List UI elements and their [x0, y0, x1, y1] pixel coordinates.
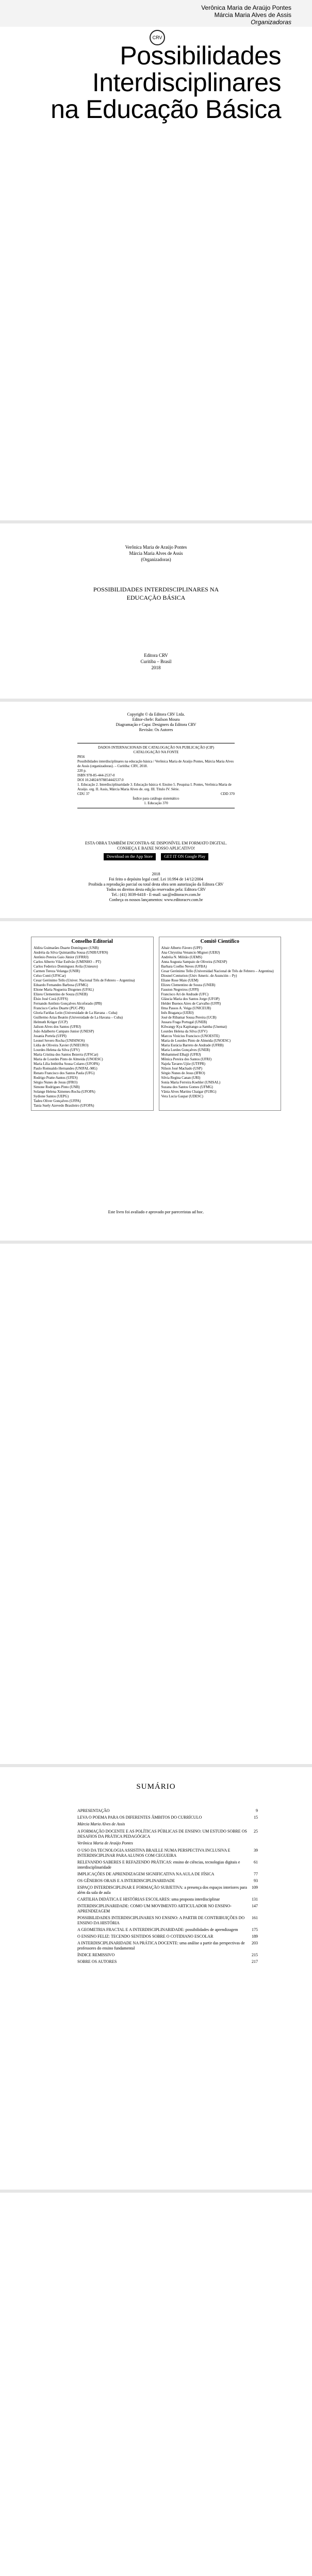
cover-title [51, 42, 281, 123]
summary-item[interactable] [77, 1953, 258, 1958]
council-member: Ana Chrystina Venancio Mignot (UERJ) [161, 951, 220, 955]
council-member: Helder Buenos Aires de Carvalho (UFPI) [161, 1002, 221, 1006]
cover-title-line-2: Interdisciplinares [92, 68, 281, 97]
council-member: Gloria Fariñas León (Universidade de La Havana – Cuba) [34, 1011, 118, 1015]
summary-item-title: A FORMAÇÃO DOCENTE E AS POLÍTICAS PÚBLICAS DE ENSINO: UM ESTUDO SOBRE OS DESAFIOS DA PRÁTICA PEDAGÓGICA [77, 1829, 247, 1839]
editorial-council-list [34, 946, 151, 1108]
council-member: Mônica Pereira dos Santos (UFRJ) [161, 1057, 212, 1061]
app-store-badge[interactable]: Download on the App Store [104, 853, 156, 860]
summary-item-title: OS GÊNEROS ORAIS E A INTERDISCIPLINARIDADE [77, 1878, 175, 1883]
council-member: Mohammed Elhajji (UFRJ) [161, 1053, 201, 1057]
summary-item-title: SOBRE OS AUTORES [77, 1959, 117, 1964]
google-play-badge[interactable]: GET IT ON Google Play [161, 853, 208, 860]
council-member: Eliane Rose Maio (UEM) [161, 978, 199, 982]
summary-heading: SUMÁRIO [136, 1783, 176, 1791]
summary-item-title: A INTERDISCIPLINARIDADE NA PRÁTICA DOCENTE: uma análise a partir das perspectivas de professores do ensino fundamental [77, 1941, 245, 1951]
summary-item-authors: Verônica Maria de Araújo Pontes [77, 1841, 133, 1845]
prohibited-notice: Proibida a reprodução parcial ou total desta obra sem autorização da Editora CRV [88, 882, 224, 887]
imprint-year: 2018 [151, 665, 161, 670]
council-member: Barbara Coelho Neves (UFBA) [161, 964, 207, 969]
council-member: Solange Helena Ximenes-Rocha (UFOPA) [34, 1090, 95, 1094]
summary-item[interactable] [77, 1848, 258, 1858]
publisher-site[interactable]: Conheça os nossos lançamentos: www.editoracrv.com.br [109, 897, 203, 902]
council-member: Leonel Severo Rocha (UNISINOS) [34, 1039, 85, 1043]
app-label: CONHEÇA E BAIXE NOSSO APLICATIVO! [117, 846, 195, 851]
cip-classes [77, 792, 235, 796]
summary-item[interactable] [77, 1829, 258, 1839]
summary-item[interactable] [77, 1916, 258, 1926]
council-member: Élsio José Corá (UFFS) [34, 997, 68, 1001]
title-editor-1: Verônica Maria de Araújo Pontes [125, 545, 187, 550]
cip-header: DADOS INTERNACIONAIS DE CATALOGAÇÃO NA PUBLICAÇÃO (CIP) [98, 745, 214, 750]
summary-item-title: IMPLICAÇÕES DE APRENDIZAGEM SIGNIFICATIVA NA AULA DE FÍSICA [77, 1872, 215, 1876]
council-member: Andréia da Silva Quintanilha Sousa (UNIR/UFRN) [34, 951, 108, 955]
council-member: Sonia Maria Ferreira Koehler (UNISAL) [161, 1080, 221, 1084]
council-member: Paulo Romualdo Hernandes (UNIFAL-MG) [34, 1066, 97, 1071]
council-member: Jailson Alves dos Santos (UFRJ) [34, 1025, 81, 1029]
cip-cdd: CDD 370 [220, 792, 235, 796]
cip-pages: 220 p. [77, 769, 87, 773]
council-member: Sérgio Nunes de Jesus (IFRO) [34, 1080, 78, 1084]
council-member: Sérgio Nunes de Jesus (IFRO) [161, 1071, 205, 1075]
cip-subjects: 1. Educação 2. Interdisciplinaridade 3. Educação básica 4. Ensino 5. Pesquisa I. Pontes, Verônica Maria de Araújo. org. II. Assis, Márcia Maria Alves de. org. III. Título IV. Série. [77, 783, 232, 791]
summary-item[interactable] [77, 1934, 258, 1939]
publisher-logo-icon: CRV [150, 30, 165, 45]
council-member: Aldira Guimarães Duarte Domínguez (UNB) [34, 946, 99, 950]
council-member: Elizeu Clementino de Souza (UNEB) [161, 983, 216, 987]
council-member: Rodrigo Pratte-Santos (UFES) [34, 1076, 78, 1080]
summary-item-title: O ENSINO FELIZ: TECENDO SENTIDOS SOBRE O COTIDIANO ESCOLAR [77, 1934, 214, 1939]
council-member: Celso Conti (UFSCar) [34, 974, 66, 978]
summary-item-page: 215 [252, 1953, 258, 1957]
editorial-council-title: Conselho Editorial [71, 939, 113, 944]
summary-item-title: ESPAÇO INTERDISCIPLINAR E FORMAÇÃO SUBJETIVA: a presença dos espaços interiores para além da sala de aula [77, 1885, 247, 1895]
council-member: Suzana dos Santos Gomes (UFMG) [161, 1085, 213, 1089]
council-member: Lídia de Oliveira Xavier (UNIEURO) [34, 1043, 89, 1047]
council-member: Fauston Negreiros (UFPI) [161, 988, 199, 992]
rights-block [0, 872, 312, 903]
council-member: Carmen Tereza Velanga (UNIR) [34, 969, 80, 973]
council-member: Cesar Gerónimo Tello (Univer. Nacional Três de Febrero – Argentina) [34, 978, 135, 982]
summary-item[interactable] [77, 1860, 258, 1870]
summary-item-page: 131 [252, 1897, 258, 1902]
cover-page [0, 0, 312, 520]
cip-block [77, 743, 235, 808]
council-member: João Adalberto Campato Junior (UNESP) [34, 1029, 94, 1033]
cover-editors [201, 4, 291, 26]
council-member: Renato Francisco dos Santos Paula (UFG) [34, 1071, 95, 1075]
cip-isbn: ISBN 978-85-444-2537-0 [77, 773, 115, 777]
summary-item-title: CARTILHA DIDÁTICA E HISTÓRIAS ESCOLARES: uma proposta interdisciplinar [77, 1897, 220, 1902]
council-member: Silvia Regina Canan (URI) [161, 1076, 201, 1080]
cip-index-title: Índice para catálogo sistemático [133, 796, 179, 801]
summary-item-page: 93 [254, 1878, 258, 1883]
council-member: Helmuth Krüger (UCP) [34, 1020, 68, 1024]
scientific-committee-title: Comitê Científico [200, 939, 239, 944]
cip-subheader: CATALOGAÇÃO NA FONTE [133, 750, 179, 754]
council-member: Nilson José Machado (USP) [161, 1066, 203, 1071]
copyright-page [0, 702, 312, 918]
council-member: Maria Lurdes Gonçalves (UNEB) [161, 1048, 210, 1052]
council-member: Elione Maria Nogueira Diogenes (UFAL) [34, 988, 94, 992]
council-member: Vera Lucia Gaspar (UDESC) [161, 1094, 203, 1098]
summary-item-title: A GEOMETRIA FRACTAL E A INTERDISCIPLINARIDADE: possibilidades de aprendizagem [77, 1927, 238, 1932]
summary-item-page: 25 [254, 1829, 258, 1834]
cip-book: Possibilidades interdisciplinares na educação básica / Verônica Maria de Araújo Pontes, Márcia Maria Alves de Assis (organizadoras). – Curitiba: CRV, 2018. [77, 759, 234, 768]
publisher-contact: Tel.: (41) 3039-6418 - E-mail: sac@editoracrv.com.br [111, 892, 201, 897]
summary-list [77, 1808, 258, 1966]
council-member: Anna Augusta Sampaio de Oliveira (UNESP) [161, 960, 227, 964]
revision-line: Revisão: Os Autores [139, 727, 173, 732]
summary-item-title: INTERDISCIPLINARIDADE: COMO UM MOVIMENTO ARTICULADOR NO ENSINO-APRENDIZAGEM [77, 1904, 232, 1913]
summary-item-page: 217 [252, 1959, 258, 1964]
summary-item-title: O USO DA TECNOLOGIA ASSISTIVA BRAILLE NUMA PERSPECTIVA INCLUSIVA E INTERDISCIPLINAR PARA ALUNOS COM CEGUEIRA [77, 1848, 231, 1858]
council-member: Marcos Vinicius Francisco (UNOESTE) [161, 1034, 220, 1038]
design-line: Diagramação e Capa: Designers da Editora CRV [116, 722, 196, 727]
council-member: Sydione Santos (UEPG) [34, 1094, 69, 1098]
summary-item-title: RELEVANDO SABERES E REFAZENDO PRÁTICAS: ensino de ciências, tecnologias digitais e interdisciplinaridade [77, 1860, 240, 1870]
council-member: Gláucia Maria dos Santos Jorge (UFOP) [161, 997, 220, 1001]
council-member: Francisco Carlos Duarte (PUC-PR) [34, 1006, 85, 1010]
council-member: Najela Tavares Ujiie (UTFPR) [161, 1062, 205, 1066]
summary-item[interactable] [77, 1941, 258, 1951]
council-member: Elizeu Clementino de Souza (UNEB) [34, 992, 88, 996]
editor-chief-line: Editor-chefe: Railson Moura [132, 717, 180, 722]
summary-item[interactable] [77, 1927, 258, 1933]
summary-item[interactable] [77, 1959, 258, 1964]
digital-availability [0, 841, 312, 860]
summary-item[interactable] [77, 1872, 258, 1877]
blank-page [0, 1244, 312, 1764]
title-organizers-label: (Organizadoras) [141, 557, 171, 562]
cover-editor-2: Márcia Maria Alves de Assis [214, 11, 291, 19]
title-page [0, 523, 312, 699]
blank-page [0, 2193, 312, 2576]
summary-item-page: 203 [252, 1941, 258, 1945]
council-member: Andréia N. Militão (UEMS) [161, 955, 202, 959]
summary-item-page: 189 [252, 1934, 258, 1939]
title-page-title: POSSIBILIDADES INTERDISCIPLINARES NA EDUCAÇÃO BÁSICA [93, 586, 219, 601]
council-member: Lourdes Helena da Silva (UFV) [34, 1048, 80, 1052]
imprint-publisher: Editora CRV [144, 653, 168, 658]
cover-header-band [0, 0, 312, 27]
council-member: Lourdes Helena da Silva (UFV) [161, 1029, 207, 1033]
council-member: Maria Lília Imbiriba Sousa Colares (UFOPA) [34, 1062, 100, 1066]
council-member: Ilma Passos A. Veiga (UNICEUB) [161, 1006, 211, 1010]
summary-item-title: ÍNDICE REMISSIVO [77, 1953, 115, 1957]
council-member: Francisco Ari de Andrade (UFC) [161, 992, 209, 996]
councils-page [0, 921, 312, 1241]
scientific-committee [159, 937, 282, 1111]
council-member: Maria Eurácia Barreto de Andrade (UFRB) [161, 1043, 224, 1047]
summary-item[interactable] [77, 1897, 258, 1902]
summary-item-page: 61 [254, 1860, 258, 1865]
cip-doi: DOI 10.24824/978854442537.0 [77, 778, 124, 782]
council-member: Maria de Lourdes Pinto de Almeida (UNOESC) [34, 1057, 103, 1061]
scientific-committee-list [161, 946, 279, 1099]
summary-item[interactable] [77, 1815, 258, 1820]
summary-item-title: APRESENTAÇÃO [77, 1808, 110, 1813]
imprint-city: Curitiba – Brasil [140, 659, 172, 664]
summary-item-page: 9 [256, 1808, 258, 1813]
council-member: Jussara Fraga Portugal (UNEB) [161, 1020, 207, 1024]
summary-item-page: 161 [252, 1916, 258, 1920]
council-member: Diosnel Centurion (Univ Americ. de Asunción – Py) [161, 974, 237, 978]
copyright-credits [0, 712, 312, 733]
council-member: Inês Bragança (UERJ) [161, 1011, 194, 1015]
council-member: Guillermo Arias Beatón (Universidade de La Havana – Cuba) [34, 1015, 123, 1020]
summary-item-page: 39 [254, 1848, 258, 1853]
cover-title-line-1: Possibilidades [120, 41, 281, 70]
council-member: Fernando Antônio Gonçalves Alcoforado (IPB) [34, 1002, 102, 1006]
digital-label: ESTA OBRA TAMBÉM ENCONTRA-SE DISPONÍVEL EM FORMATO DIGITAL. [85, 841, 227, 845]
summary-item[interactable] [77, 1885, 258, 1895]
summary-item-page: 77 [254, 1872, 258, 1876]
summary-item-page: 147 [252, 1904, 258, 1908]
cover-organizers-label: Organizadoras [251, 19, 291, 26]
editorial-council [31, 937, 154, 1111]
summary-item-title: POSSIBILIDADES INTERDISCIPLINARES NO ENSINO: A PARTIR DE CONTRIBUIÇÕES DO ENSINO DA HISTÓRIA [77, 1916, 245, 1925]
council-member: Carlos Alberto Vilar Estêvão (UMINHO – PT) [34, 960, 101, 964]
summary-item-title: LEVA O POEMA PARA OS DIFERENTES ÂMBITOS DO CURRÍCULO [77, 1815, 202, 1820]
summary-item[interactable] [77, 1904, 258, 1914]
council-member: Josania Portela (UFPI) [34, 1034, 67, 1038]
council-member: Vânia Alves Martins Chaigar (FURG) [161, 1090, 217, 1094]
summary-item-authors: Márcia Maria Alves de Assis [77, 1822, 125, 1826]
rights-year: 2018 [152, 872, 160, 876]
council-member: Carlos Federico Dominguez Avila (Unieuro) [34, 964, 98, 969]
summary-item-page: 175 [252, 1927, 258, 1932]
cip-code: P856 [77, 755, 85, 759]
store-badges [0, 853, 312, 860]
council-member: Eduardo Fernandes Barbosa (UFMG) [34, 983, 88, 987]
cip-index-item: 1. Educação 370 [144, 801, 168, 805]
cover-title-line-3: na Educação Básica [51, 95, 281, 124]
council-member: Simone Rodrigues Pinto (UNB) [34, 1085, 80, 1089]
council-member: José de Ribamar Sousa Pereira (UCB) [161, 1015, 217, 1020]
councils-columns [31, 937, 281, 1111]
council-member: Maria de Lourdes Pinto de Almeida (UNOESC) [161, 1039, 231, 1043]
council-member: Kilwangy Kya Kapitango-a-Samba (Unemat) [161, 1025, 227, 1029]
copyright-line: Copyright © da Editora CRV Ltda. [127, 712, 185, 717]
summary-item-page: 15 [254, 1815, 258, 1820]
peer-review-note: Este livro foi avaliado e aprovado por pareceristas ad hoc. [108, 1210, 204, 1214]
title-page-editors [0, 544, 312, 563]
council-member: Maria Cristina dos Santos Bezerra (UFSCar) [34, 1053, 98, 1057]
council-member: Cesar Gerónimo Tello (Universidad Nacional de Três de Febrero – Argentina) [161, 969, 274, 973]
council-member: Antônio Pereira Gaio Júnior (UFRRJ) [34, 955, 89, 959]
summary-item[interactable] [77, 1878, 258, 1884]
cover-editor-1: Verônica Maria de Araújo Pontes [201, 4, 291, 11]
cip-cdu: CDU 37 [77, 792, 90, 796]
summary-page [0, 1767, 312, 2190]
legal-deposit: Foi feito o depósito legal conf. Lei 10.994 de 14/12/2004 [109, 877, 203, 882]
council-member: Tadeu Oliver Gonçalves (UFPA) [34, 1099, 81, 1103]
title-editor-2: Márcia Maria Alves de Assis [129, 551, 183, 556]
council-member: Tania Suely Azevedo Brasileiro (UFOPA) [34, 1104, 94, 1108]
summary-item-page: 109 [252, 1885, 258, 1890]
title-page-imprint [0, 652, 312, 671]
council-member: Altair Alberto Fávero (UPF) [161, 946, 203, 950]
summary-item[interactable] [77, 1808, 258, 1814]
publisher-rights: Todos os direitos desta edição reservados pela: Editora CRV [106, 887, 206, 892]
